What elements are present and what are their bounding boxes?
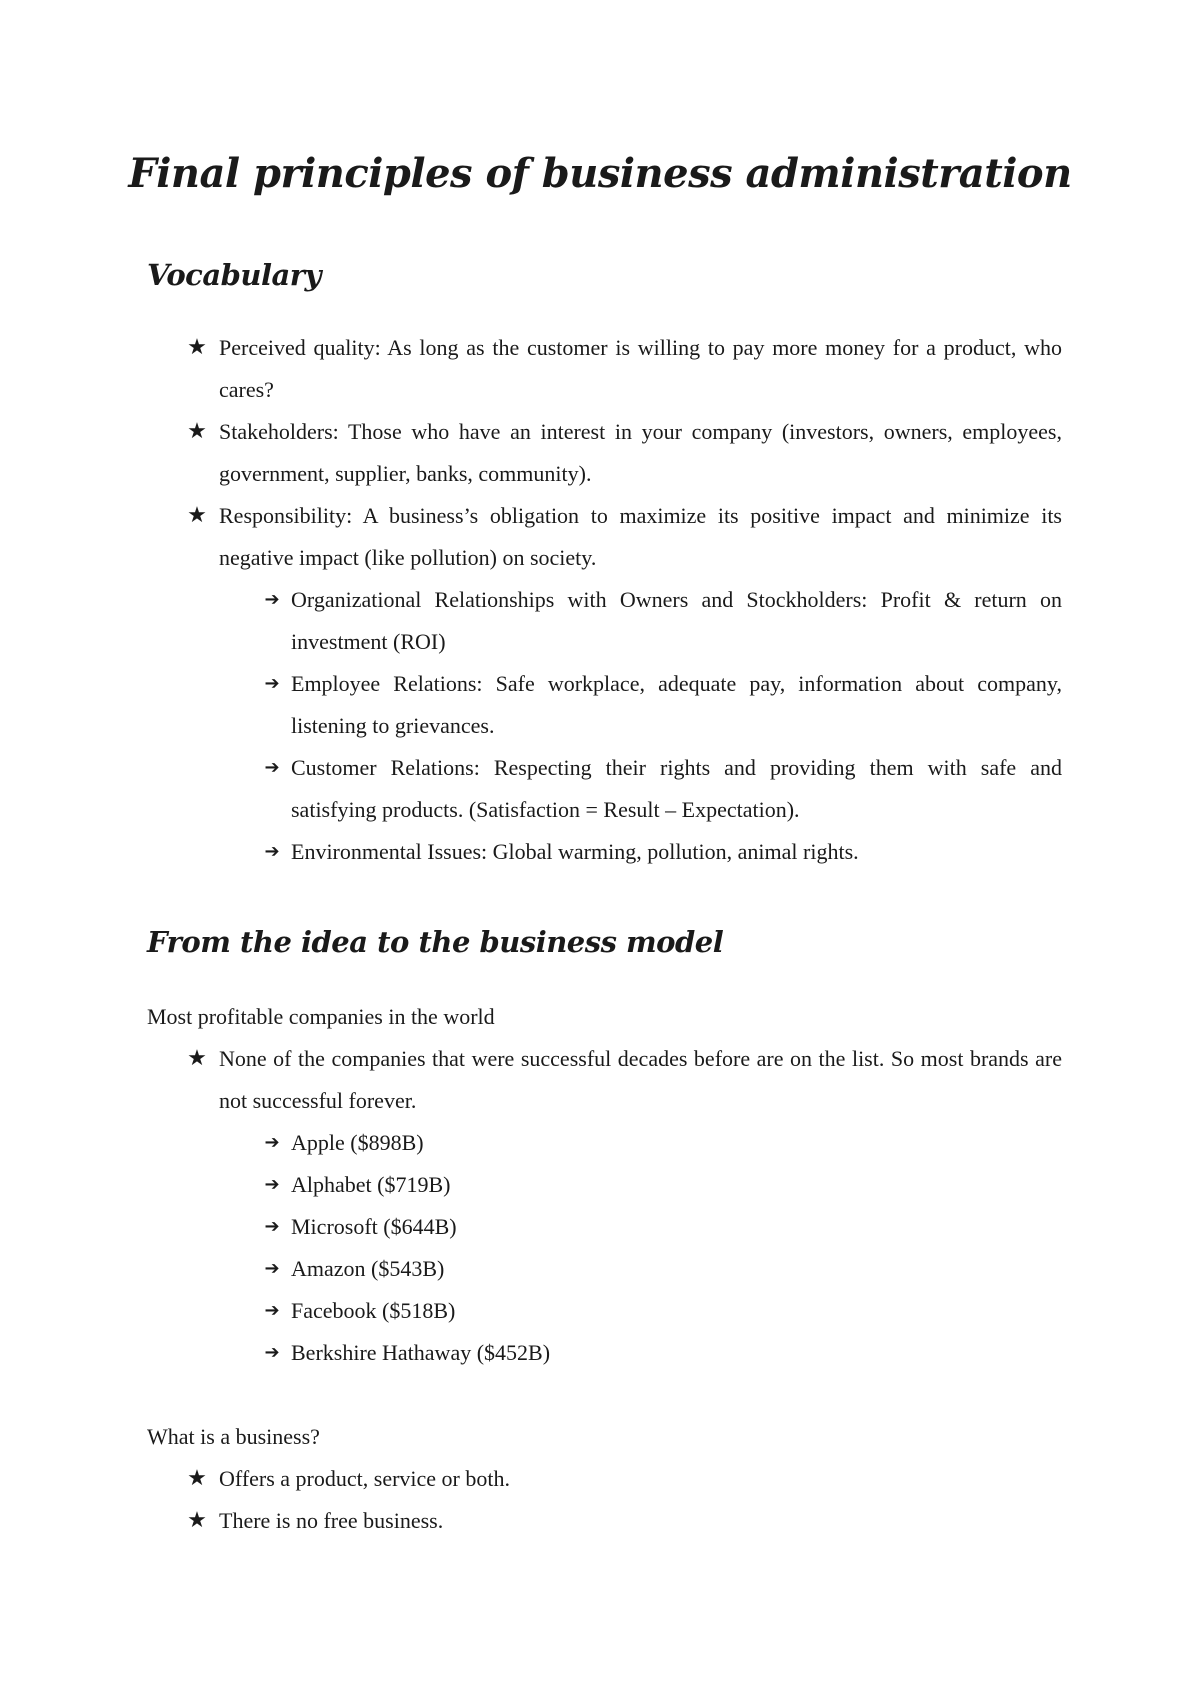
list-item xyxy=(182,1038,1062,1122)
star-bullet-icon: ★ xyxy=(187,1508,207,1533)
arrow-bullet-icon: ➔ xyxy=(264,841,280,862)
list-item-text: Stakeholders: Those who have an interest in your company (investors, owners, employees, government, supplier, banks, community). xyxy=(219,419,1062,486)
sub-list-item-text: Employee Relations: Safe workplace, adequate pay, information about company, listening to grievances. xyxy=(291,671,1062,738)
star-bullet-icon: ★ xyxy=(187,1466,207,1491)
arrow-bullet-icon: ➔ xyxy=(264,589,280,610)
company-list-item xyxy=(257,1206,1062,1248)
section-heading-vocabulary: Vocabulary xyxy=(147,258,321,292)
arrow-bullet-icon: ➔ xyxy=(264,1300,280,1321)
star-bullet-icon: ★ xyxy=(187,1046,207,1071)
section-heading-business-model: From the idea to the business model xyxy=(147,925,724,959)
arrow-bullet-icon: ➔ xyxy=(264,1174,280,1195)
company-list-item xyxy=(257,1122,1062,1164)
intro-text: Most profitable companies in the world xyxy=(147,1004,495,1029)
arrow-bullet-icon: ➔ xyxy=(264,1216,280,1237)
company-name: Facebook ($518B) xyxy=(291,1298,456,1323)
list-item xyxy=(182,327,1062,411)
company-name: Alphabet ($719B) xyxy=(291,1172,451,1197)
company-name: Amazon ($543B) xyxy=(291,1256,445,1281)
list-item xyxy=(182,495,1062,579)
company-name: Apple ($898B) xyxy=(291,1130,424,1155)
star-bullet-icon: ★ xyxy=(187,419,207,444)
list-item-text: There is no free business. xyxy=(219,1508,444,1533)
star-bullet-icon: ★ xyxy=(187,503,207,528)
list-item-text: Responsibility: A business’s obligation to maximize its positive impact and minimize its negative impact (like pollution) on society. xyxy=(219,503,1062,570)
company-name: Berkshire Hathaway ($452B) xyxy=(291,1340,551,1365)
arrow-bullet-icon: ➔ xyxy=(264,1342,280,1363)
company-list-item xyxy=(257,1290,1062,1332)
company-name: Microsoft ($644B) xyxy=(291,1214,457,1239)
sub-list-item-text: Customer Relations: Respecting their rights and providing them with safe and satisfying products. (Satisfaction = Result – Expectation). xyxy=(291,755,1062,822)
list-item-text: Offers a product, service or both. xyxy=(219,1466,510,1491)
arrow-bullet-icon: ➔ xyxy=(264,1258,280,1279)
arrow-bullet-icon: ➔ xyxy=(264,757,280,778)
star-bullet-icon: ★ xyxy=(187,335,207,360)
company-list-item xyxy=(257,1332,1062,1374)
sub-list-item xyxy=(257,663,1062,747)
list-item-text: Perceived quality: As long as the customer is willing to pay more money for a product, who cares? xyxy=(219,335,1062,402)
arrow-bullet-icon: ➔ xyxy=(264,1132,280,1153)
sub-list-item-text: Organizational Relationships with Owners and Stockholders: Profit & return on investment (ROI) xyxy=(291,587,1062,654)
arrow-bullet-icon: ➔ xyxy=(264,673,280,694)
sub-list-item xyxy=(257,831,1062,873)
list-item xyxy=(182,1500,1062,1542)
sub-list-item-text: Environmental Issues: Global warming, pollution, animal rights. xyxy=(291,839,859,864)
sub-list-item xyxy=(257,747,1062,831)
question-text: What is a business? xyxy=(147,1424,320,1449)
list-item xyxy=(182,1458,1062,1500)
sub-list-item xyxy=(257,579,1062,663)
list-item-text: None of the companies that were successful decades before are on the list. So most brands are not successful forever. xyxy=(219,1046,1062,1113)
list-item xyxy=(182,411,1062,495)
company-list-item xyxy=(257,1248,1062,1290)
company-list-item xyxy=(257,1164,1062,1206)
document-title: Final principles of business administration xyxy=(128,150,1072,197)
